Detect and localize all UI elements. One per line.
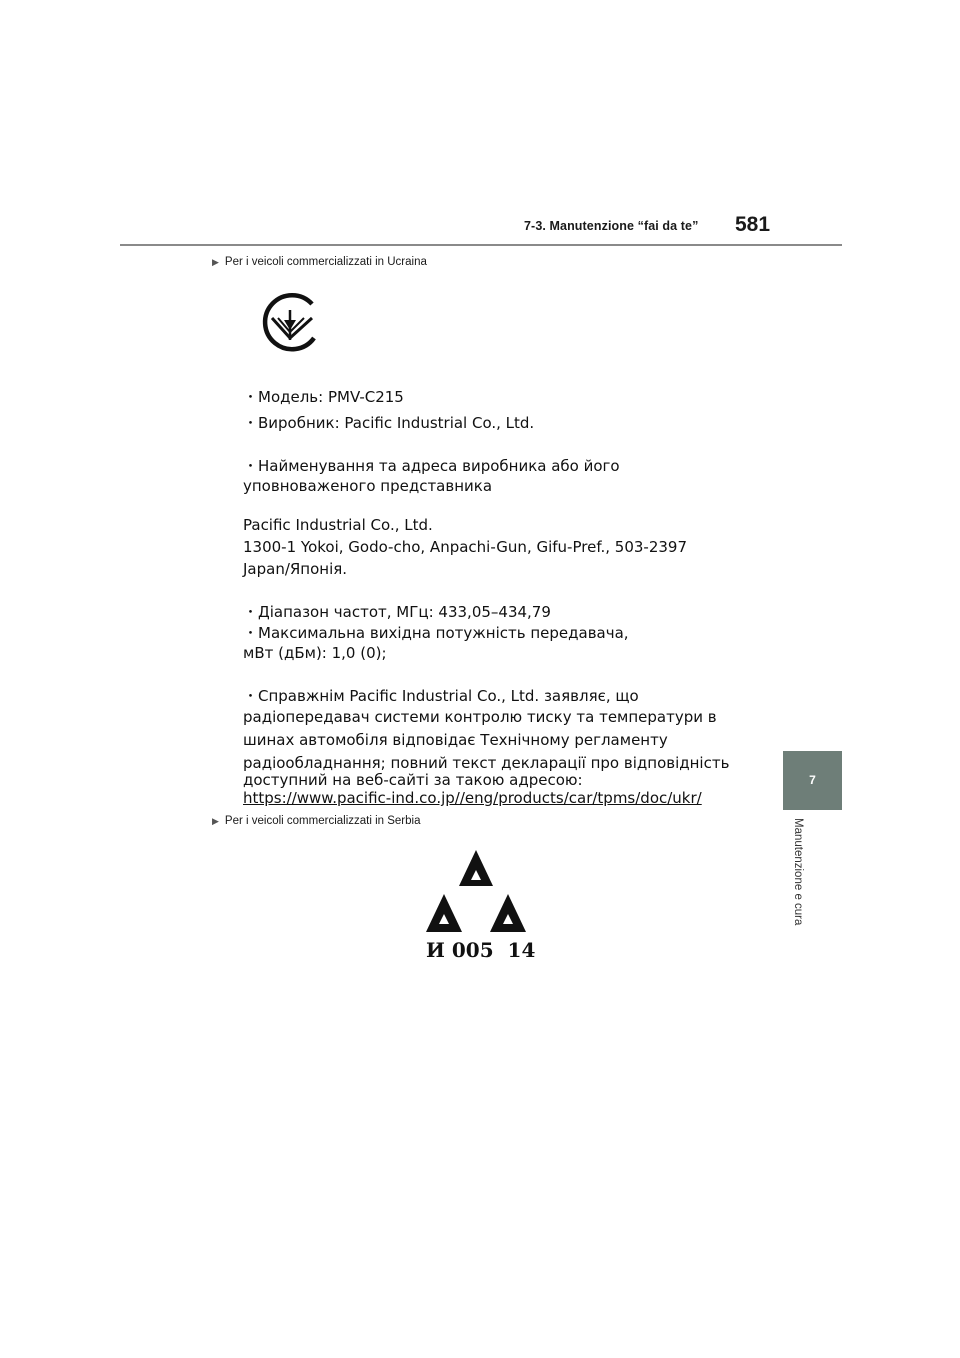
ukraine-line-declaration-3: шинах автомобіля відповідає Технічному регламенту — [243, 731, 668, 749]
ukrainian-conformity-mark-icon — [256, 290, 326, 354]
ukraine-heading-text: Per i veicoli commercializzati in Ucraina — [224, 256, 427, 268]
ukraine-line-power-cont: мВт (дБм): 1,0 (0); — [243, 644, 387, 662]
ukraine-line-declaration-2: радіопередавач системи контролю тиску та температури в — [243, 708, 717, 726]
ukraine-line-manufacturer: ・Виробник: Pacific Industrial Co., Ltd. — [243, 414, 535, 432]
chapter-tab — [783, 751, 842, 810]
ukraine-line-company: Pacific Industrial Co., Ltd. — [243, 516, 433, 534]
ukraine-line-declaration-5: доступний на веб-сайті за такою адресою: — [243, 771, 583, 789]
ukraine-heading — [212, 256, 427, 268]
serbian-conformity-triangles-icon — [420, 846, 532, 938]
serbian-mark-code: И 005 14 — [426, 938, 536, 962]
ukraine-line-frequency: ・Діапазон частот, МГц: 433,05–434,79 — [243, 603, 551, 621]
section-title: 7-3. Manutenzione “fai da te” — [524, 219, 699, 233]
chapter-label: Manutenzione e cura — [792, 818, 804, 926]
triangle-bullet-icon: ▶ — [212, 815, 219, 826]
chapter-number: 7 — [809, 773, 816, 787]
declaration-url-link[interactable]: https://www.pacific-ind.co.jp//eng/products/car/tpms/doc/ukr/ — [243, 789, 702, 807]
ukraine-line-address: 1300-1 Yokoi, Godo-cho, Anpachi-Gun, Gifu-Pref., 503-2397 — [243, 538, 688, 556]
ukraine-line-representative-cont: уповноваженого представника — [243, 477, 493, 495]
page-number: 581 — [735, 213, 771, 236]
triangle-bullet-icon: ▶ — [212, 256, 219, 267]
serbia-heading — [212, 815, 420, 827]
ukraine-line-power: ・Максимальна вихідна потужність передавача, — [243, 624, 629, 642]
ukraine-line-declaration-4: радіообладнання; повний текст декларації про відповідність — [243, 754, 730, 772]
ukraine-line-country: Japan/Японія. — [243, 560, 348, 578]
ukraine-line-representative: ・Найменування та адреса виробника або його — [243, 457, 620, 475]
serbia-heading-text: Per i veicoli commercializzati in Serbia — [224, 815, 421, 827]
header-divider — [120, 244, 842, 246]
ukraine-line-declaration: ・Справжнім Pacific Industrial Co., Ltd. заявляє, що — [243, 687, 639, 705]
ukraine-line-model: ・Модель: PMV-C215 — [243, 388, 404, 406]
